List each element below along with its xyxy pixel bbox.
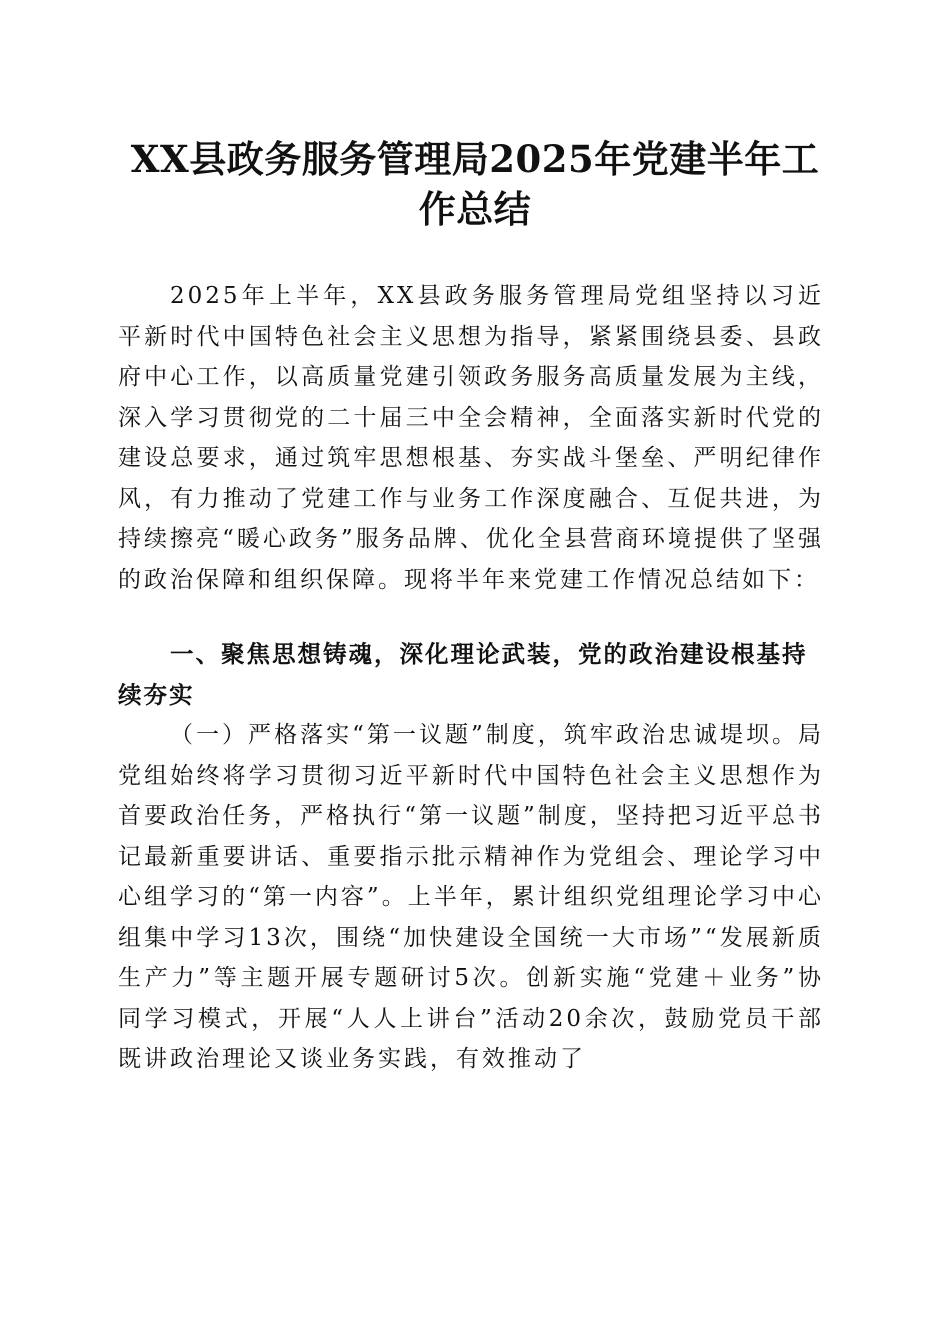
section-heading-one: 一、聚焦思想铸魂，深化理论武装，党的政治建设根基持续夯实 xyxy=(118,640,808,709)
document-title: XX县政务服务管理局2025年党建半年工作总结 xyxy=(130,137,820,231)
subsection-paragraph-one: （一）严格落实“第一议题”制度，筑牢政治忠诚堤坝。局党组始终将学习贯彻习近平新时代中国特色社会主义思想作为首要政治任务，严格执行“第一议题”制度，坚持把习近平总书记最新重要讲话、重要指示批示精神作为党组会、理论学习中心组学习的“第一内容”。上半年，累计组织党组理论学习中心组集中学习13次，围绕“加快建设全国统一大市场”“发展新质生产力”等主题开展专题研讨5次。创新实施“党建＋业务”协同学习模式，开展“人人上讲台”活动20余次，鼓励党员干部既讲政治理论又谈业务实践，有效推动了 xyxy=(118,722,824,1072)
intro-paragraph: 2025年上半年，XX县政务服务管理局党组坚持以习近平新时代中国特色社会主义思想为指导，紧紧围绕县委、县政府中心工作，以高质量党建引领政务服务高质量发展为主线，深入学习贯彻党的二十届三中全会精神，全面落实新时代党的建设总要求，通过筑牢思想根基、夯实战斗堡垒、严明纪律作风，有力推动了党建工作与业务工作深度融合、互促共进，为持续擦亮“暖心政务”服务品牌、优化全县营商环境提供了坚强的政治保障和组织保障。现将半年来党建工作情况总结如下： xyxy=(118,283,824,593)
